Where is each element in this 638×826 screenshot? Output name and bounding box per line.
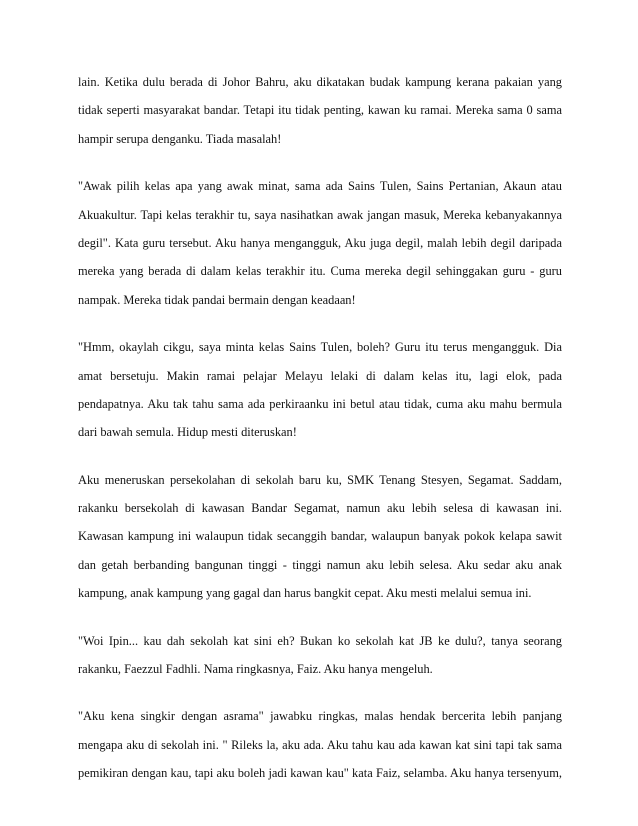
text-line: dari bawah semula. Hidup mesti diteruskan! (78, 425, 297, 440)
text-line: "Aku kena singkir dengan asrama" jawabku ringkas, malas hendak bercerita lebih panjang (78, 709, 562, 724)
text-line: "Woi Ipin... kau dah sekolah kat sini eh? Bukan ko sekolah kat JB ke dulu?, tanya seorang (78, 633, 562, 648)
text-line: mereka yang berada di dalam kelas terakhir itu. Cuma mereka degil sehinggakan guru - guru (78, 264, 562, 279)
text-line: tidak seperti masyarakat bandar. Tetapi itu tidak penting, kawan ku ramai. Mereka sama 0 sama (78, 103, 562, 118)
paragraph-5 (78, 627, 562, 684)
paragraph-1 (78, 68, 562, 153)
text-line: pendapatnya. Aku tak tahu sama ada perkiraanku ini betul atau tidak, cuma aku mahu bermula (78, 396, 562, 411)
text-line: lain. Ketika dulu berada di Johor Bahru, aku dikatakan budak kampung kerana pakaian yang (78, 75, 562, 89)
paragraph-3 (78, 333, 562, 447)
paragraph-4 (78, 466, 562, 608)
text-line: mengapa aku di sekolah ini. " Rileks la, aku ada. Aku tahu kau ada kawan kat sini tapi tak sama (78, 737, 562, 752)
text-line: rakanku bersekolah di kawasan Bandar Segamat, namun aku lebih selesa di kawasan ini. (78, 501, 562, 516)
text-line: Kawasan kampung ini walaupun tidak secanggih bandar, walaupun banyak pokok kelapa sawit (78, 529, 562, 544)
text-line: rakanku, Faezzul Fadhli. Nama ringkasnya, Faiz. Aku hanya mengeluh. (78, 662, 433, 677)
text-line: degil". Kata guru tersebut. Aku hanya mengangguk, Aku juga degil, malah lebih degil daripada (78, 235, 562, 250)
text-line: amat bersetuju. Makin ramai pelajar Melayu lelaki di dalam kelas itu, lagi elok, pada (78, 368, 562, 383)
text-line: "Hmm, okaylah cikgu, saya minta kelas Sains Tulen, boleh? Guru itu terus mengangguk. Dia (78, 340, 562, 355)
text-line: kampung, anak kampung yang gagal dan harus bangkit cepat. Aku mesti melalui semua ini. (78, 586, 532, 601)
text-line: nampak. Mereka tidak pandai bermain dengan keadaan! (78, 292, 356, 307)
text-line: "Awak pilih kelas apa yang awak minat, sama ada Sains Tulen, Sains Pertanian, Akaun atau (78, 179, 562, 194)
paragraph-6 (78, 702, 562, 787)
text-line: Aku meneruskan persekolahan di sekolah baru ku, SMK Tenang Stesyen, Segamat. Saddam, (78, 472, 562, 487)
paragraph-2 (78, 172, 562, 314)
text-line: dan getah berbanding bangunan tinggi - tinggi namun aku lebih selesa. Aku sedar aku anak (78, 557, 562, 572)
text-line: Akuakultur. Tapi kelas terakhir tu, saya nasihatkan awak jangan masuk, Mereka kebanyakannya (78, 207, 562, 222)
text-line: hampir serupa denganku. Tiada masalah! (78, 131, 282, 146)
text-line: pemikiran dengan kau, tapi aku boleh jadi kawan kau" kata Faiz, selamba. Aku hanya tersenyum, (78, 766, 562, 781)
document-page (78, 68, 562, 807)
